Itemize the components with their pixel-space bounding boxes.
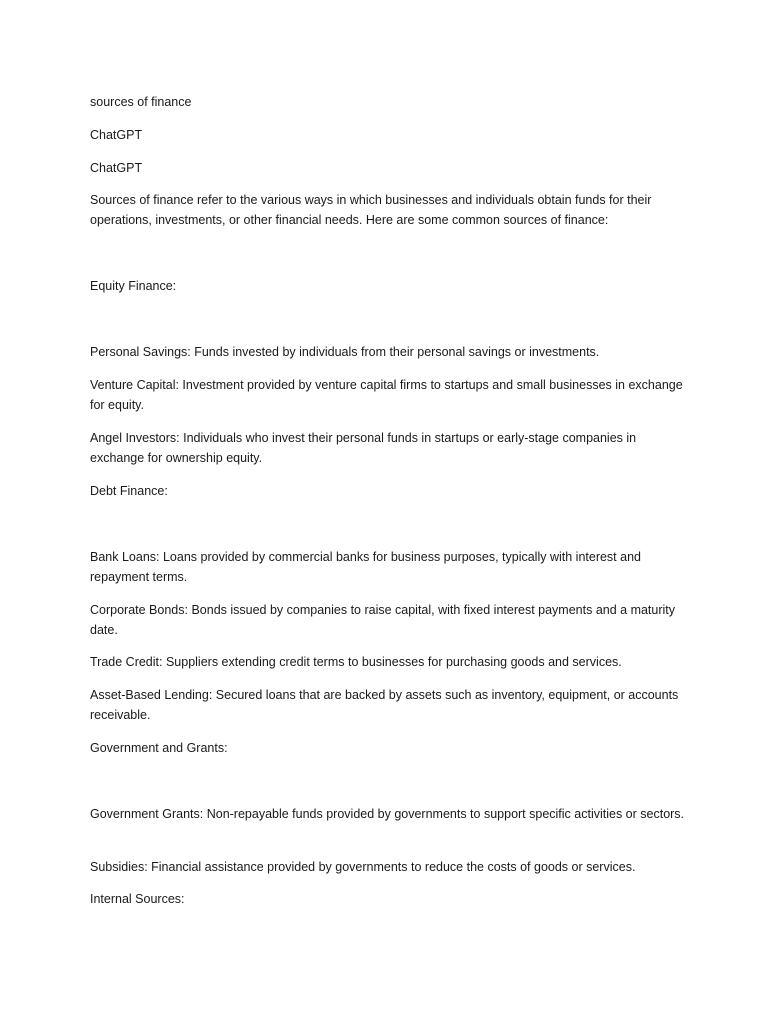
list-item: Angel Investors: Individuals who invest their personal funds in startups or early-stage companies in exchange for ownership equity.: [90, 431, 637, 465]
section-heading: Government and Grants:: [90, 741, 228, 755]
list-item: Venture Capital: Investment provided by venture capital firms to startups and small businesses in exchange for equity.: [90, 378, 683, 412]
list-item: Asset-Based Lending: Secured loans that are backed by assets such as inventory, equipment, or accounts receivable.: [90, 688, 679, 722]
list-item: Government Grants: Non-repayable funds provided by governments to support specific activities or sectors.: [90, 807, 685, 821]
list-item: Bank Loans: Loans provided by commercial banks for business purposes, typically with interest and repayment terms.: [90, 550, 641, 584]
list-item: Personal Savings: Funds invested by individuals from their personal savings or investments.: [90, 345, 600, 359]
intro-paragraph: Sources of finance refer to the various ways in which businesses and individuals obtain funds for their operations, investments, or other financial needs. Here are some common sources of finance:: [90, 193, 652, 227]
section-heading: Equity Finance:: [90, 279, 177, 293]
list-item: Trade Credit: Suppliers extending credit terms to businesses for purchasing goods and services.: [90, 655, 622, 669]
section-heading: Internal Sources:: [90, 892, 185, 906]
author-label: ChatGPT: [90, 161, 143, 175]
document-title: sources of finance: [90, 95, 192, 109]
list-item: Corporate Bonds: Bonds issued by companies to raise capital, with fixed interest payments and a maturity date.: [90, 603, 676, 637]
section-heading: Debt Finance:: [90, 484, 168, 498]
list-item: Subsidies: Financial assistance provided by governments to reduce the costs of goods or services.: [90, 860, 636, 874]
author-label: ChatGPT: [90, 128, 143, 142]
